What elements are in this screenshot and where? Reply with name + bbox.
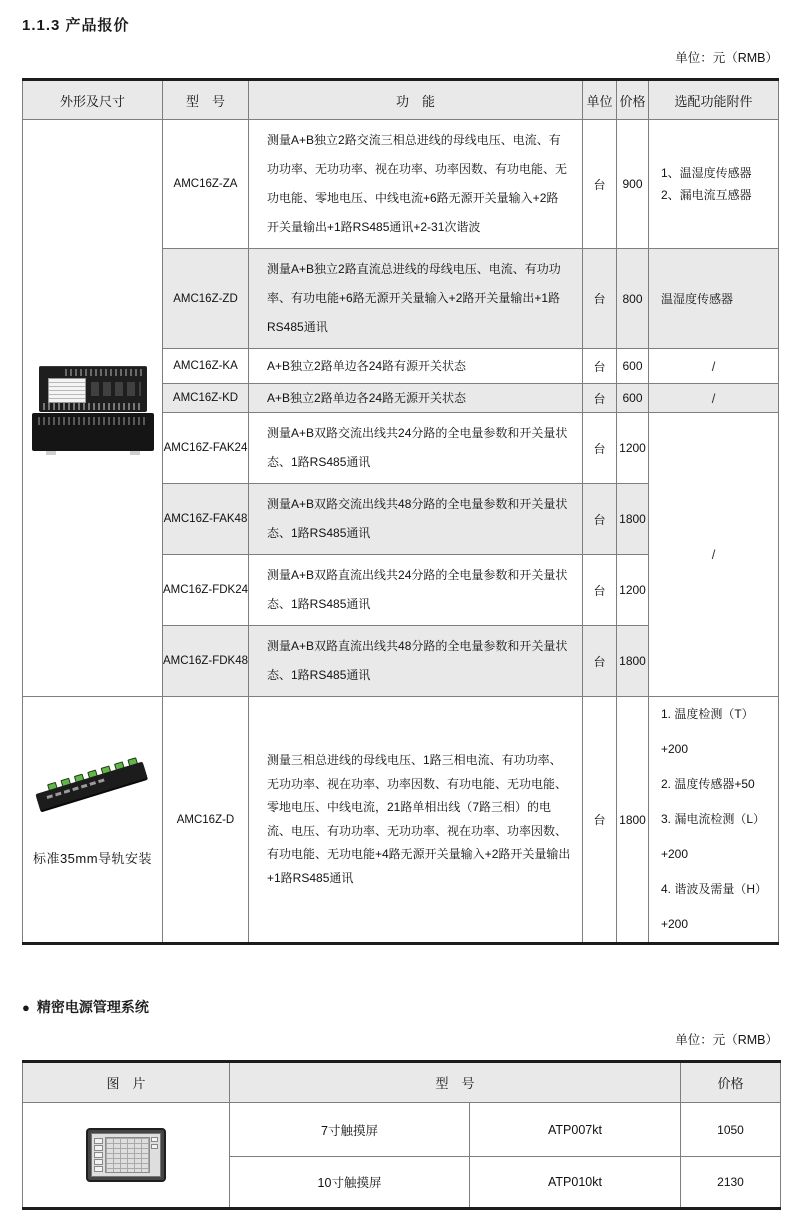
product-model: AMC16Z-KD xyxy=(163,384,249,413)
accessory-item: 3. 漏电流检测（L）+200 xyxy=(661,812,766,861)
table-row xyxy=(23,1103,781,1157)
product-unit: 台 xyxy=(583,120,617,249)
picture-cell xyxy=(23,1103,230,1209)
document-page xyxy=(0,14,800,1210)
col-header-function: 功 能 xyxy=(249,80,583,120)
product-accessories xyxy=(649,697,779,944)
product-unit: 台 xyxy=(583,413,617,484)
page-title: 1.1.3 产品报价 xyxy=(22,17,130,34)
product-unit: 台 xyxy=(583,384,617,413)
table-header-row xyxy=(23,80,779,120)
col-header-unit: 单位 xyxy=(583,80,617,120)
product-price: 2130 xyxy=(681,1157,781,1209)
product-function: 测量A+B独立2路直流总进线的母线电压、电流、有功功率、有功电能+6路无源开关量输入+2路开关量输出+1路RS485通讯 xyxy=(249,249,583,349)
product-price: 800 xyxy=(617,249,649,349)
col-header-price: 价格 xyxy=(617,80,649,120)
product-price: 600 xyxy=(617,349,649,384)
bullet-icon: ● xyxy=(22,999,30,1015)
section-title-text: 精密电源管理系统 xyxy=(36,999,149,1015)
product-name: 10寸触摸屏 xyxy=(230,1157,470,1209)
product-function: A+B独立2路单边各24路无源开关状态 xyxy=(249,384,583,413)
product-model: ATP010kt xyxy=(470,1157,681,1209)
product-model: AMC16Z-FAK24 xyxy=(163,413,249,484)
product-price: 1200 xyxy=(617,413,649,484)
unit-note: 单位：元（RMB） xyxy=(675,51,778,65)
amc16z-device-image xyxy=(32,366,154,451)
accessory-item: 1. 温度检测（T）+200 xyxy=(661,707,754,756)
col-header-price: 价格 xyxy=(681,1062,781,1103)
product-price-table xyxy=(22,78,779,945)
product-unit: 台 xyxy=(583,249,617,349)
product-price: 1800 xyxy=(617,484,649,555)
col-header-model: 型 号 xyxy=(230,1062,681,1103)
product-model: AMC16Z-FDK48 xyxy=(163,626,249,697)
product-accessories: / xyxy=(649,384,779,413)
accessory-item: 4. 谐波及需量（H）+200 xyxy=(661,882,768,931)
product-function: 测量三相总进线的母线电压、1路三相电流、有功功率、无功功率、视在功率、功率因数、有功电能、无功电能、零地电压、中线电流，21路单相出线（7路三相）的电流、电压、有功功率、无功功率、视在功率、功率因数、有功电能、无功电能+4路无源开关量输入+2路开关量输出+1路RS485通讯 xyxy=(249,697,583,944)
product-price: 1200 xyxy=(617,555,649,626)
accessory-item: 2、漏电流互感器 xyxy=(661,188,752,202)
product-accessories: 温湿度传感器 xyxy=(649,249,779,349)
product-function: 测量A+B双路交流出线共48分路的全电量参数和开关量状态、1路RS485通讯 xyxy=(249,484,583,555)
product-function: 测量A+B双路交流出线共24分路的全电量参数和开关量状态、1路RS485通讯 xyxy=(249,413,583,484)
rail-strip-device-image xyxy=(35,774,151,838)
rail-mount-caption: 标准35mm导轨安装 xyxy=(32,851,153,866)
col-header-model: 型 号 xyxy=(163,80,249,120)
product-model: AMC16Z-FAK48 xyxy=(163,484,249,555)
product-function: 测量A+B独立2路交流三相总进线的母线电压、电流、有功功率、无功功率、视在功率、功率因数、有功电能、无功电能、零地电压、中线电流+6路无源开关量输入+2路开关量输出+1路RS485通讯+2-31次谐波 xyxy=(249,120,583,249)
product-model: AMC16Z-D xyxy=(163,697,249,944)
product-accessories: / xyxy=(649,349,779,384)
appearance-cell xyxy=(23,697,163,944)
product-unit: 台 xyxy=(583,484,617,555)
product-price: 1800 xyxy=(617,697,649,944)
product-accessories: / xyxy=(649,413,779,697)
touch-panel-image xyxy=(86,1128,166,1182)
appearance-cell xyxy=(23,120,163,697)
table-row xyxy=(23,697,779,944)
product-function: A+B独立2路单边各24路有源开关状态 xyxy=(249,349,583,384)
product-unit: 台 xyxy=(583,626,617,697)
accessory-item: 1、温湿度传感器 xyxy=(661,166,752,180)
power-management-table xyxy=(22,1060,781,1210)
product-function: 测量A+B双路直流出线共48分路的全电量参数和开关量状态、1路RS485通讯 xyxy=(249,626,583,697)
table-header-row xyxy=(23,1062,781,1103)
col-header-accessories: 选配功能附件 xyxy=(649,80,779,120)
product-unit: 台 xyxy=(583,349,617,384)
product-unit: 台 xyxy=(583,697,617,944)
table-row xyxy=(23,120,779,249)
product-function: 测量A+B双路直流出线共24分路的全电量参数和开关量状态、1路RS485通讯 xyxy=(249,555,583,626)
product-price: 1800 xyxy=(617,626,649,697)
col-header-appearance: 外形及尺寸 xyxy=(23,80,163,120)
section-title xyxy=(22,997,778,1017)
col-header-picture: 图 片 xyxy=(23,1062,230,1103)
product-name: 7寸触摸屏 xyxy=(230,1103,470,1157)
product-price: 1050 xyxy=(681,1103,781,1157)
product-unit: 台 xyxy=(583,555,617,626)
product-model: AMC16Z-FDK24 xyxy=(163,555,249,626)
product-model: AMC16Z-KA xyxy=(163,349,249,384)
unit-note: 单位：元（RMB） xyxy=(675,1033,778,1047)
product-price: 900 xyxy=(617,120,649,249)
product-accessories xyxy=(649,120,779,249)
product-model: AMC16Z-ZA xyxy=(163,120,249,249)
product-price: 600 xyxy=(617,384,649,413)
accessory-item: 2. 温度传感器+50 xyxy=(661,777,755,791)
product-model: AMC16Z-ZD xyxy=(163,249,249,349)
product-model: ATP007kt xyxy=(470,1103,681,1157)
